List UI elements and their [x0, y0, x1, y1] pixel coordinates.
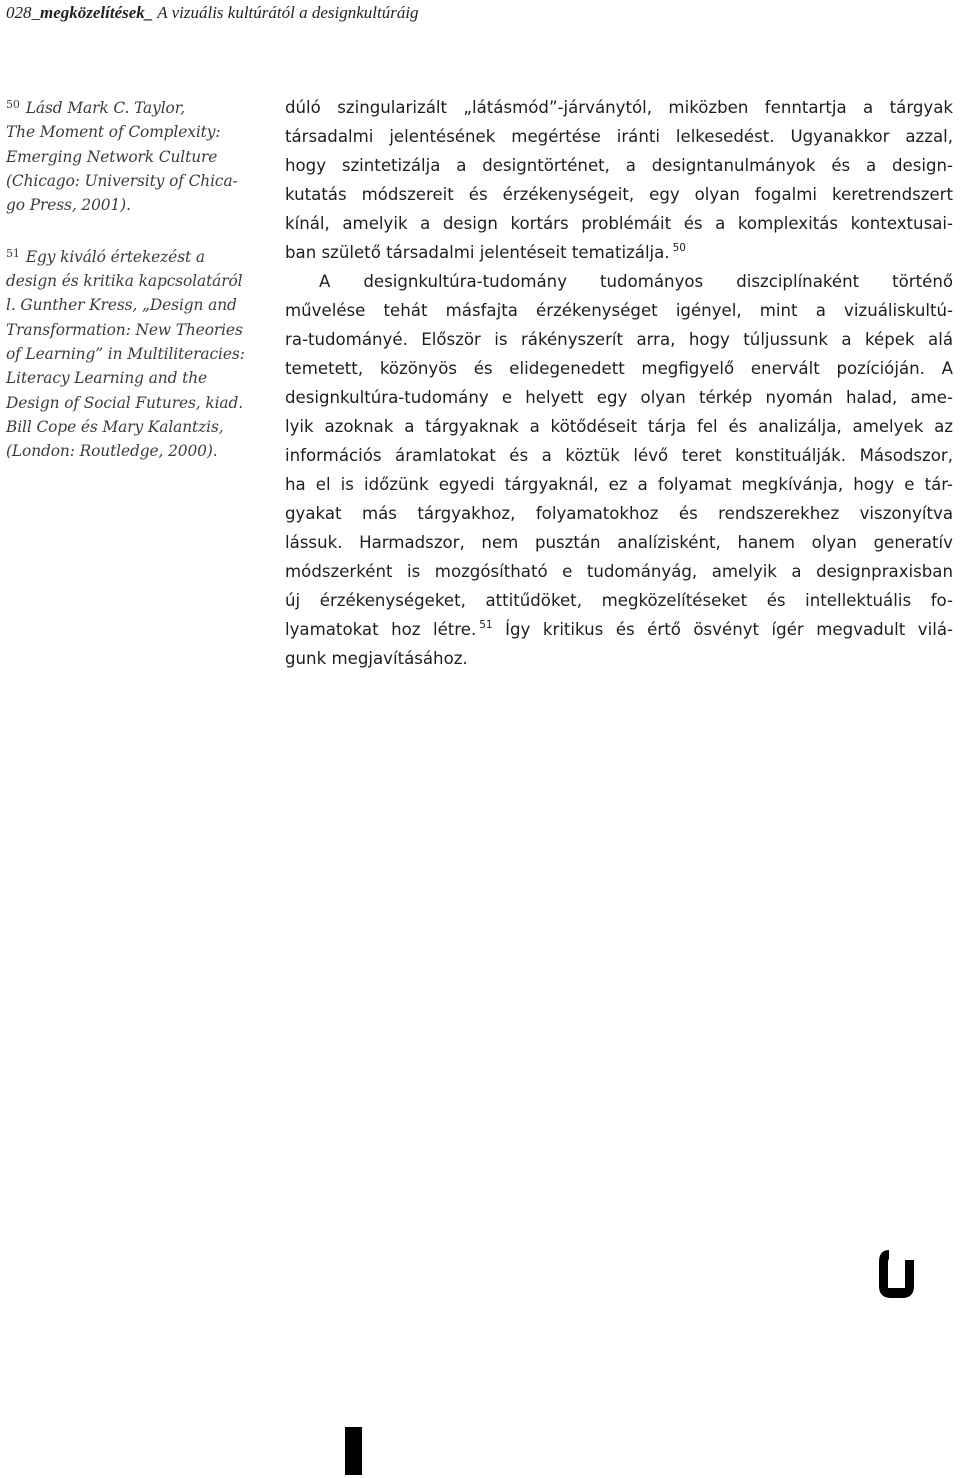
- body-line: új érzékenységeket, attitűdöket, megközelítéseket és intellektuális fo-: [285, 591, 953, 610]
- body-line: lyik azoknak a tárgyaknak a kötődéseit tárja fel és analizálja, amelyek az: [285, 417, 953, 436]
- publisher-logo-icon: [879, 1250, 914, 1298]
- sidenote-line: design és kritika kapcsolatáról: [6, 272, 243, 291]
- body-line: designkultúra-tudomány e helyett egy olyan térkép nyomán halad, ame-: [285, 388, 953, 407]
- sidenote-line: l. Gunther Kress, „Design and: [6, 296, 237, 315]
- sidenote-51: [6, 242, 274, 464]
- body-line: ra-tudományé. Először is rákényszerít arra, hogy túljussunk a képek alá: [285, 330, 953, 349]
- body-line: gyakat más tárgyakhoz, folyamatokhoz és rendszerekhez viszonyítva: [285, 504, 953, 523]
- sidenote-line: Design of Social Futures, kiad.: [6, 393, 244, 412]
- sidenote-line: go Press, 2001).: [6, 196, 131, 215]
- sidenote-line: (Chicago: University of Chica-: [6, 171, 238, 190]
- body-text-run: Így kritikus és értő ösvényt ígér megvadult vilá-: [492, 620, 953, 639]
- body-line: információs áramlatokat és a köztük lévő teret konstituálják. Másodszor,: [285, 446, 953, 465]
- body-text-run: lyamatokat hoz létre.: [285, 620, 477, 639]
- body-line: gunk megjavításához.: [285, 649, 468, 668]
- sidenote-50: [6, 93, 274, 217]
- body-line: ha el is időzünk egyedi tárgyaknál, ez a folyamat megkívánja, hogy e tár-: [285, 475, 953, 494]
- body-line: kutatás módszereit és érzékenységeit, egy olyan fogalmi keretrendszert: [285, 185, 953, 204]
- sidenote-text: Lásd Mark C. Taylor,: [25, 99, 186, 117]
- section-label: megközelítések_: [40, 3, 154, 22]
- chapter-subtitle: A vizuális kultúrától a designkultúráig: [153, 3, 419, 22]
- sidenote-line: of Learning” in Multiliteracies:: [6, 344, 245, 363]
- body-line: módszerként is mozgósítható e tudományág, amelyik a designpraxisban: [285, 562, 953, 581]
- body-line: lássuk. Harmadszor, nem pusztán analízisként, hanem olyan generatív: [285, 533, 953, 552]
- page-number: 028_: [6, 3, 40, 22]
- sidenote-line: [6, 93, 274, 120]
- sidenote-line: Bill Cope és Mary Kalantzis,: [6, 417, 224, 436]
- body-line: társadalmi jelentésének megértése iránti lelkesedést. Ugyanakkor azzal,: [285, 127, 953, 146]
- body-line: A designkultúra-tudomány tudományos diszciplínaként történő: [319, 272, 953, 291]
- footnote-ref-51[interactable]: 51: [479, 619, 493, 631]
- sidenote-line: [6, 242, 274, 269]
- body-line: temetett, közönyös és elidegenedett megfigyelő enervált pozícióján. A: [285, 359, 953, 378]
- sidenote-line: Emerging Network Culture: [6, 147, 218, 166]
- sidenote-line: Transformation: New Theories: [6, 320, 243, 339]
- sidenote-line: Literacy Learning and the: [6, 369, 208, 388]
- body-line: hogy szintetizálja a designtörténet, a designtanulmányok és a design-: [285, 156, 953, 175]
- body-line: kínál, amelyik a design kortárs problémáit és a komplexitás kontextusai-: [285, 214, 953, 233]
- sidenotes-column: [6, 93, 274, 488]
- sidenote-text: Egy kiváló értekezést a: [25, 247, 205, 266]
- body-line: [285, 238, 953, 267]
- sidenote-number: 51: [6, 246, 20, 260]
- logo-glyph: [879, 1250, 914, 1298]
- body-line: dúló szingularizált „látásmód”-járványtól, miközben fenntartja a tárgyak: [285, 98, 953, 117]
- running-head: [6, 3, 419, 23]
- sidenote-line: The Moment of Complexity:: [6, 123, 221, 142]
- page-edge-mark: [345, 1427, 362, 1475]
- footnote-ref-50[interactable]: 50: [672, 242, 686, 254]
- sidenote-line: (London: Routledge, 2000).: [6, 442, 218, 461]
- body-line: művelése tehát másfajta érzékenységet igényel, mint a vizuáliskultú-: [285, 301, 953, 320]
- main-body-text: [285, 93, 953, 673]
- body-line: [285, 615, 953, 644]
- body-text-run: ban születő társadalmi jelentéseit tematizálja.: [285, 243, 670, 262]
- sidenote-number: 50: [6, 98, 20, 111]
